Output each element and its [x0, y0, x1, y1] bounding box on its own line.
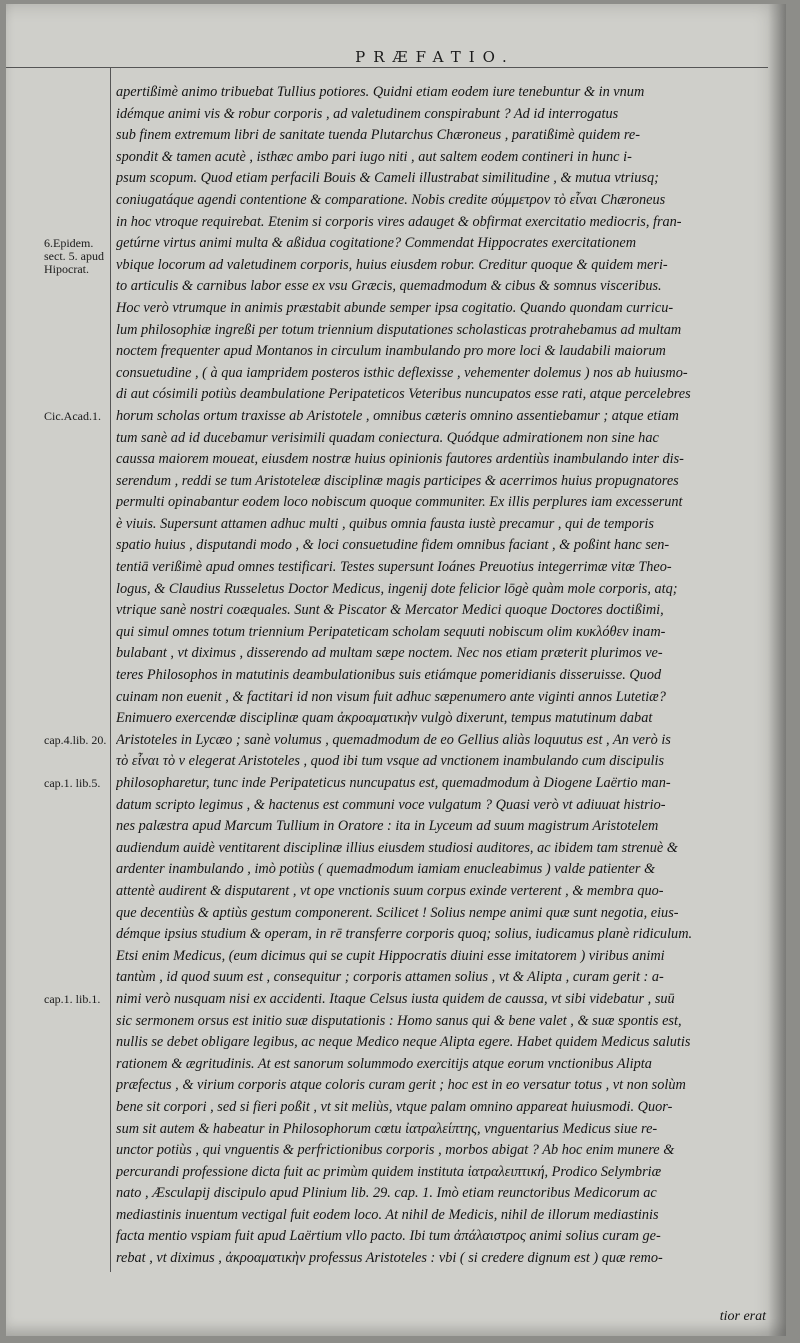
text-line: que decentiùs & aptiùs gestum componerent. Scilicet ! Solius nempe animi quæ sunt negotia, eius- — [116, 904, 679, 921]
text-line: getúrne virtus animi multa & aßidua cogitatione? Commendat Hippocrates exercitationem — [116, 235, 637, 252]
catchword: tior erat — [719, 1309, 766, 1324]
text-line: tum sanè ad id ducebamur verisimili quadam coniectura. Quódque admirationem non sine hac — [116, 429, 659, 446]
text-line: bene sit corpori , sed si fieri poßit , vt sit meliùs, vtque palam omnino appareat huiusmodi. Quor- — [116, 1098, 673, 1115]
text-line: bulabant , vt diximus , disserendo ad multam sæpe noctem. Nec nos etiam præterit plurimos ve- — [116, 645, 663, 662]
text-line: coniugatáque agendi contentione & comparatione. Nobis credite σύμμετρον τὸ εἶναι Chæroneus — [116, 191, 666, 208]
text-line: Etsi enim Medicus, (eum dicimus qui se cupit Hippocratis diuini esse imitatorem ) viribus animi — [116, 947, 665, 964]
body-text — [116, 82, 766, 1270]
text-line: teres Philosophos in matutinis deambulationibus suis etiámque pomeridianis disseruisse. Quod — [116, 667, 662, 684]
text-line: démque ipsius studium & operam, in rē transferre corporis quoq; solius, iudicamus planè ridiculum. — [116, 926, 693, 943]
text-line: qui simul omnes totum triennium Peripateticam scholam sequuti nobiscum olim κυκλόθεν inam- — [116, 623, 666, 640]
text-line: sic sermonem orsus est initio suæ disputationis : Homo sanus qui & bene valet , & suæ spontis est, — [116, 1012, 682, 1029]
text-line: nullis se debet obligare legibus, ac neque Medico neque Alipta egere. Habet quidem Medicus salutis — [116, 1034, 691, 1051]
text-line: nes palæstra apud Marcum Tullium in Oratore : ita in Lyceum ad suum magistrum Aristotelem — [116, 818, 659, 835]
text-line: permulti opinabantur eodem loco nobiscum quoque communiter. Ex illis perplures iam excesserunt — [116, 494, 683, 511]
text-line: lum philosophiæ ingreßi per totum triennium disputationes scholasticas protrahebamus ad multam — [116, 321, 682, 338]
text-line: apertißimè animo tribuebat Tullius potiores. Quidni etiam eodem iure tenebuntur & in vnum — [116, 84, 645, 100]
text-line: tentiā verißimè apud omnes testificari. Testes supersunt Ioánes Preuotius integerrimæ vitæ Theo- — [116, 559, 672, 576]
margin-note: cap.1. lib.1. — [44, 992, 101, 1007]
text-line: Hoc verò vtrumque in animis præstabit abunde semper ipsa cogitatio. Quando quondam curricu- — [116, 299, 674, 316]
text-line: ardenter inambulando , imò potiùs ( quemadmodum iamiam enucleabimus ) valde patienter & — [116, 861, 656, 878]
text-line: sub finem extremum libri de sanitate tuenda Plutarchus Chæroneus , paratißimè quidem re- — [116, 127, 641, 144]
text-line: horum scholas ortum traxisse ab Aristotele , omnibus cæteris omnino assentiebamur ; atque etiam — [116, 407, 679, 424]
margin-rule — [110, 67, 111, 1272]
margin-note: cap.1. lib.5. — [44, 776, 101, 791]
margin-note: cap.4.lib. 20. — [44, 733, 107, 747]
text-line: sum sit autem & habeatur in Philosophorum cœtu ἰατραλείπτης, vnguentarius Medicus siue re- — [116, 1120, 658, 1137]
text-line: tantùm , id quod suum est , consequitur ; corporis attamen solius , vt & Alipta , curam gerit : a- — [116, 969, 664, 986]
text-line: datum scripto legimus , & hactenus est communi voce vulgatum ? Quasi verò vt adiuuat histrio- — [116, 796, 666, 813]
text-line: unctor potiùs , qui vnguentis & perfrictionibus corporis , morbos abigat ? Ab hoc enim munere & — [116, 1142, 675, 1159]
text-line: rebat , vt diximus , ἀκροαματικὴν professus Aristoteles : vbi ( si credere dignum est ) quæ remo- — [116, 1250, 663, 1267]
text-line: in hoc vtroque requirebat. Etenim si corporis vires adauget & obfirmat exercitatio mediocris, fran- — [116, 213, 682, 230]
text-line: nimi verò nusquam nisi ex accidenti. Itaque Celsus iusta quidem de caussa, vt sibi videbatur , suū — [116, 990, 675, 1007]
text-line: nato , Æsculapij discipulo apud Plinium lib. 29. cap. 1. Imò etiam reunctoribus Medicorum ac — [116, 1185, 657, 1202]
margin-note: Cic.Acad.1. — [44, 409, 101, 423]
text-line: serendum , reddi se tum Aristoteleæ disciplinæ magis participes & acerrimos huius propugnatores — [116, 472, 679, 489]
text-line: logus, & Claudius Russeletus Doctor Medicus, ingenij dote felicior lōgè quàm mole corporis, atq; — [116, 580, 678, 597]
page-gutter-shadow — [768, 4, 786, 1336]
text-line: Aristoteles in Lycæo ; sanè volumus , quemadmodum de eo Gellius aliàs loquutus est , An verò is — [116, 731, 671, 748]
text-line: idémque animi vis & robur corporis , ad valetudinem conspirabunt ? Ad id interrogatus — [116, 105, 619, 122]
text-line: præfectus , & virium corporis atque coloris curam gerit ; hoc est in eo versatur totus , vt non solùm — [116, 1077, 686, 1094]
text-line: vbique locorum ad valetudinem corporis, huius eiusdem robur. Creditur quoque & quidem meri- — [116, 256, 668, 273]
text-line: to articulis & carnibus labor esse ex vsu Græcis, quemadmodum & cibus & somnus visceribus. — [116, 278, 662, 295]
text-line: psum scopum. Quod etiam perfacili Bouis & Cameli illustrabat similitudine , & mutua vtriusq; — [116, 170, 659, 187]
text-line: di aut cósimili potiùs deambulatione Peripateticos Veteribus nuncupatos esse rati, atque percelebres — [116, 386, 691, 403]
text-line: spatio huius , disputandi modo , & loci consuetudine fidem omnibus faciant , & poßint hanc sen- — [116, 537, 670, 554]
text-line: caussa maiorem moueat, eiusdem nostræ huius opinionis fautores ardentiùs inambulando inter dis- — [116, 451, 684, 468]
text-line: τὸ εἶναι τὸ ν elegerat Aristoteles , quod ibi tum vsque ad vnctionem inambulando cum discipulis — [116, 753, 665, 770]
text-line: noctem frequenter apud Montanos in circulum inambulando pro more loci & laudabili maiorum — [116, 343, 666, 360]
text-line: rationem & ægritudinis. At est sanorum solummodo exercitijs atque eorum vnctionibus Alipta — [116, 1055, 652, 1072]
margin-note: 6.Epidem. sect. 5. apud Hipocrat. — [44, 236, 104, 277]
header-rule — [6, 67, 768, 68]
text-line: facta mentio vspiam fuit apud Laërtium vllo pacto. Ibi tum ἀπάλαιστρος animi solius curam ge- — [116, 1228, 661, 1245]
text-line: spondit & tamen acutè , isthæc ambo pari iugo niti , aut saltem eodem contineri in hunc i- — [116, 148, 632, 165]
text-line: consuetudine , ( à qua iampridem posteros isthic deflexisse , vehementer dolemus ) nos ab huiusmo- — [116, 364, 688, 381]
text-line: è viuis. Supersunt attamen adhuc multi , quibus omnia fausta iustè precamur , qui de temporis — [116, 515, 654, 532]
text-line: cuinam non euenit , & factitari id non visum fuit adhuc sæpenumero ante viginti annos Lutetiæ? — [116, 688, 666, 705]
text-line: percurandi professione dicta fuit ac primùm quidem instituta ἰατραλειπτική, Prodico Selymbriæ — [116, 1163, 662, 1180]
text-line: mediastinis inuentum vectigal fuit eodem loco. At nihil de Medicis, nihil de illorum mediastinis — [116, 1206, 659, 1223]
text-line: attentè audirent & disputarent , vt ope vnctionis suum corpus exinde verterent , & membra quo- — [116, 882, 664, 899]
text-line: vtrique sanè nostri coæquales. Sunt & Piscator & Mercator Medici quoque Doctores doctißimi, — [116, 602, 664, 619]
text-line: Enimuero exercendæ disciplinæ quam ἀκροαματικὴν vulgò dixerunt, tempus matutinum dabat — [116, 710, 653, 727]
running-header: PRÆFATIO. — [355, 48, 515, 66]
text-line: audiendum auidè ventitarent disciplinæ illius eiusdem studiosi auditores, ac ibidem tam strenuè & — [116, 839, 678, 856]
text-line: philosopharetur, tunc inde Peripateticus nuncupatus est, quemadmodum à Diogene Laërtio man- — [116, 775, 671, 791]
